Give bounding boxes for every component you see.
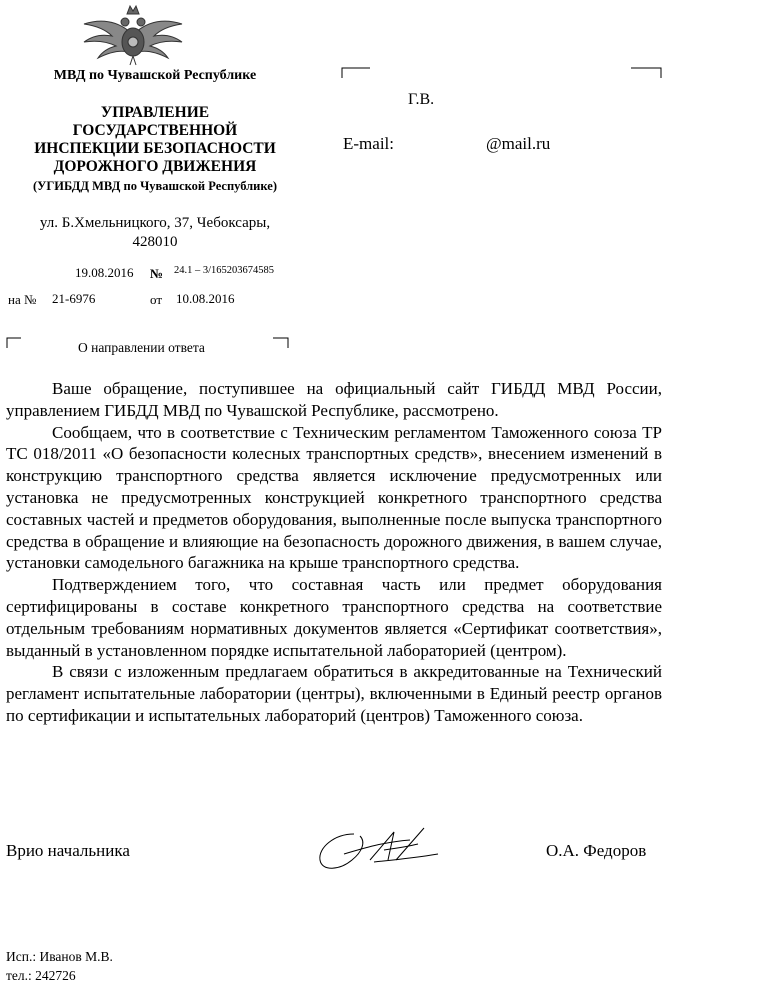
reference-from-label: от	[150, 292, 163, 307]
letter-body	[6, 378, 662, 727]
body-paragraph: Ваше обращение, поступившее на официальный сайт ГИБДД МВД России, управлением ГИБДД МВД по Чувашской Республике, рассмотрено.	[6, 379, 662, 420]
department-name	[0, 104, 310, 176]
executor-phone: тел.: 242726	[6, 968, 76, 983]
recipient-corner-left	[341, 67, 371, 79]
address	[0, 214, 310, 252]
signatory-title: Врио начальника	[6, 841, 130, 860]
body-paragraph: Сообщаем, что в соответствие с Техническим регламентом Таможенного союза ТР ТС 018/2011 «О безопасности колесных транспортных средств», внесением изменений в конструкцию транспортного средства является исключение предусмотренных или установка не предусмотренных конструкцией конкретного транспортного средства составных частей и предметов оборудования, выполненные после выпуска транспортного средства в обращение и влияющие на безопасность дорожного движения, в вашем случае, установки самодельного багажника на крыше транспортного средства.	[6, 422, 662, 573]
subject-corner-right	[272, 337, 290, 349]
executor: Исп.: Иванов М.В.	[6, 949, 113, 964]
reference-date: 10.08.2016	[176, 291, 235, 306]
recipient-name: Г.В.	[408, 91, 435, 108]
registration-date: 19.08.2016	[75, 265, 134, 280]
recipient-corner-right	[630, 67, 662, 79]
address-line: 428010	[132, 234, 178, 250]
registration-number: 24.1 – 3/165203674585	[174, 265, 275, 276]
address-line: ул. Б.Хмельницкого, 37, Чебоксары,	[39, 215, 271, 231]
emblem-icon	[78, 2, 188, 66]
reference-label: на №	[8, 292, 37, 307]
signatory-name: О.А. Федоров	[546, 841, 647, 860]
department-line: УПРАВЛЕНИЕ	[100, 104, 210, 121]
body-paragraph: Подтверждением того, что составная часть или предмет оборудования сертифицированы в составе конкретного транспортного средства на соответствие отдельным требованиям нормативных документов является «Сертификат соответствия», выданный в установленном порядке испытательной лабораторией (центром).	[6, 575, 662, 660]
email-label: E-mail:	[343, 134, 394, 153]
department-line: ГОСУДАРСТВЕННОЙ	[72, 122, 238, 139]
department-abbreviation: (УГИБДД МВД по Чувашской Республике)	[33, 179, 277, 193]
ministry-name: МВД по Чувашской Республике	[53, 68, 257, 83]
body-paragraph: В связи с изложенным предлагаем обратиться в аккредитованные на Технический регламент испытательные лаборатории (центры), включенными в Единый реестр органов по сертификации и испытательных лабораторий (центров) Таможенного союза.	[6, 662, 662, 725]
department-line: ДОРОЖНОГО ДВИЖЕНИЯ	[53, 158, 257, 175]
department-line: ИНСПЕКЦИИ БЕЗОПАСНОСТИ	[34, 140, 276, 157]
number-sign: №	[150, 266, 164, 281]
subject-line: О направлении ответа	[78, 340, 205, 355]
subject-corner-left	[6, 337, 22, 349]
email-domain: @mail.ru	[486, 134, 551, 153]
reference-number: 21-6976	[52, 291, 96, 306]
handwritten-signature-icon	[314, 820, 442, 876]
